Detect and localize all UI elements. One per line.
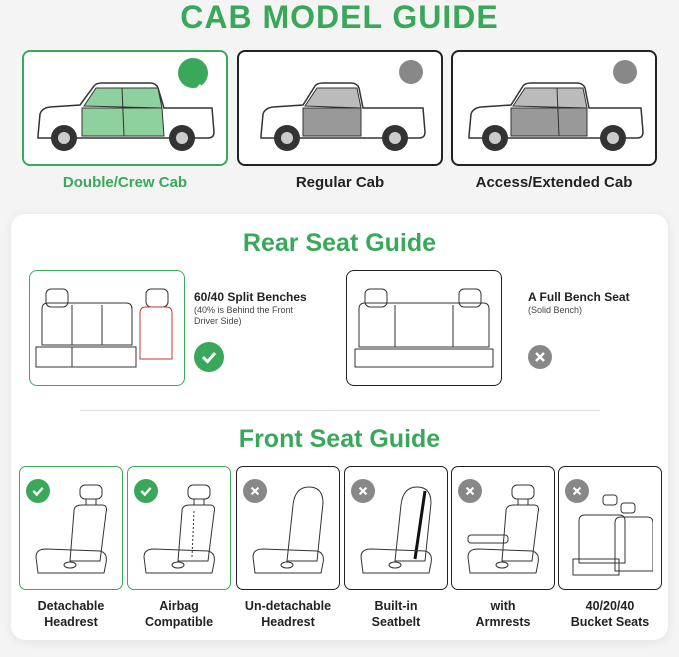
x-icon [458,479,482,503]
check-icon [26,479,50,503]
x-icon [351,479,375,503]
front-label-bucket-seats: 40/20/40 Bucket Seats [570,599,650,629]
front-seat-guide-title: Front Seat Guide [238,425,441,453]
cab-card-double-crew [22,50,228,166]
x-icon [565,479,589,503]
rear-seat-guide-title: Rear Seat Guide [242,229,437,257]
section-divider [80,410,600,411]
rear-option-subtitle-full: (Solid Bench) [528,305,583,315]
x-icon [528,345,552,369]
split-bench-seat-image [32,279,182,379]
rear-option-title-split: 60/40 Split Benches [194,290,307,304]
x-icon [399,60,423,84]
front-label-detachable-headrest: Detachable Headrest [37,599,105,629]
front-card-detachable-headrest [19,466,123,590]
check-icon [194,342,224,372]
rear-card-full-bench [346,270,502,386]
front-label-builtin-seatbelt: Built-in Seatbelt [371,599,421,629]
rear-option-subtitle-split-2: Driver Side) [194,316,242,326]
check-icon [178,58,208,88]
front-card-undetachable-headrest [236,466,340,590]
full-bench-seat-image [349,279,499,379]
x-icon [243,479,267,503]
front-label-airbag-compatible: Airbag Compatible [144,599,214,629]
front-label-undetachable-headrest: Un-detachable Headrest [244,599,332,629]
rear-card-split-bench [29,270,185,386]
page-title: CAB MODEL GUIDE [180,0,499,35]
rear-option-subtitle-split-1: (40% is Behind the Front [194,305,294,315]
check-icon [134,479,158,503]
rear-option-title-full: A Full Bench Seat [528,290,630,304]
front-label-with-armrests: with Armrests [475,599,531,629]
cab-label-regular: Regular Cab [295,174,385,191]
front-card-airbag-compatible [127,466,231,590]
cab-label-double-crew: Double/Crew Cab [62,174,188,191]
x-icon [613,60,637,84]
front-card-bucket-seats [558,466,662,590]
front-card-with-armrests [451,466,555,590]
cab-card-regular [237,50,443,166]
cab-label-access-extended: Access/Extended Cab [475,174,633,191]
front-card-builtin-seatbelt [344,466,448,590]
cab-card-access-extended [451,50,657,166]
